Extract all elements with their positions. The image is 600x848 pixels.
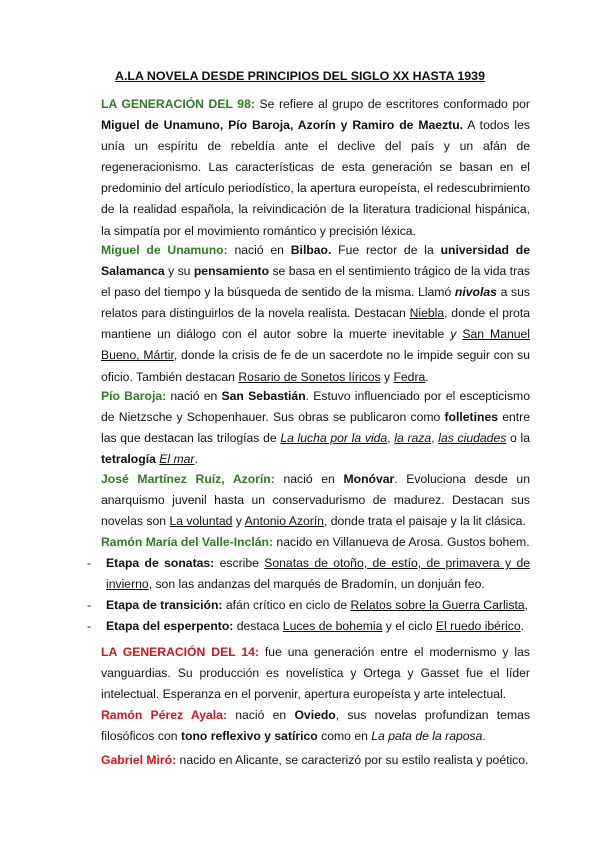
conjunction: y: [450, 327, 457, 342]
author-name-miro: Gabriel Miró:: [101, 753, 177, 767]
text: y su: [164, 264, 194, 279]
text: o la: [506, 431, 530, 446]
text: , donde el prota mantiene un diálogo con el autor sobre la muerte inevitable: [101, 306, 530, 342]
text: Fue rector de la: [331, 243, 441, 257]
section-baroja: [101, 386, 530, 470]
work-title: La pata de la raposa: [371, 729, 483, 744]
text: destaca: [233, 619, 283, 633]
work-title: la raza: [394, 431, 432, 446]
tetralogia-term: tetralogía: [101, 452, 156, 467]
text: nacido en Villanueva de Arosa. Gustos bohem.: [273, 535, 530, 549]
city: Bilbao.: [290, 243, 332, 257]
etapa-label: Etapa de transición:: [106, 598, 223, 612]
text: a sus relatos para distinguirlos de la novela realista. Destacan: [101, 285, 530, 321]
section-azorin: [101, 469, 530, 532]
etapa-label: Etapa del esperpento:: [106, 619, 234, 633]
text: fue una generación entre el modernismo y las vanguardias. Su producción es novelística y Ortega y Gasset fue el líder intelectual. Esperanza en el porvenir, apertura europeísta y arte intelectual.: [101, 645, 530, 702]
text: ,: [431, 431, 439, 446]
text: . Estuvo influenciado por el escepticismo de Nietzsche y Schopenhauer. Sus obras se publicaron como: [101, 389, 530, 425]
text: ,: [387, 431, 395, 446]
text: nacido en Alicante, se caracterizó por su estilo realista y poético.: [176, 753, 529, 767]
work-title: El mar: [159, 452, 195, 467]
text: y: [380, 369, 394, 384]
author-name-unamuno: Miguel de Unamuno:: [101, 243, 228, 257]
generacion-98-heading: LA GENERACIÓN DEL 98:: [101, 97, 255, 111]
text: se basa en el sentimiento trágico de la vida tras el paso del tiempo y la búsqueda de sentido de la misma. Llamó: [101, 264, 531, 300]
work-title: Rosario de Sonetos líricos: [238, 369, 381, 384]
generacion-14-heading: LA GENERACIÓN DEL 14:: [101, 645, 259, 659]
text: . Evoluciona desde un anarquismo juvenil hasta un conservadurismo de madurez. Destacan sus novelas son: [101, 472, 530, 529]
text: entre las que destacan las trilogías de: [101, 410, 530, 446]
work-title: Luces de bohemia: [282, 619, 383, 633]
work-title: Fedra: [393, 369, 426, 384]
text: ,: [524, 598, 529, 612]
etapa-label: Etapa de sonatas:: [106, 556, 215, 570]
section-generacion-98: [101, 94, 530, 242]
section-unamuno: [101, 240, 530, 388]
work-title: Niebla: [409, 306, 445, 321]
list-bullet: -: [87, 619, 92, 633]
work-title: Sonatas de otoño, de estío, de primavera y de invierno: [106, 556, 530, 592]
pensamiento: pensamiento: [193, 264, 270, 279]
text: , donde trata el paisaje y la lit clásica.: [323, 514, 526, 529]
author-name-baroja: Pío Baroja:: [101, 389, 167, 403]
section-valle-inclan: [101, 532, 530, 553]
author-name-valle-inclan: Ramón María del Valle-Inclán:: [101, 535, 274, 549]
list-bullet: -: [87, 598, 92, 612]
university: universidad de Salamanca: [101, 243, 530, 279]
author-name-azorin: José Martínez Ruíz, Azorín:: [101, 472, 275, 486]
text: .: [194, 452, 198, 467]
author-name-ayala: Ramón Pérez Ayala:: [101, 708, 227, 722]
text: Se refiere al grupo de escritores conformado por: [254, 97, 530, 111]
text: nació en: [227, 708, 295, 722]
page-title: A.LA NOVELA DESDE PRINCIPIOS DEL SIGLO XX HASTA 1939: [115, 69, 485, 83]
work-title: Antonio Azorín: [244, 514, 324, 529]
section-miro: [101, 750, 530, 771]
work-title: La lucha por la vida: [280, 431, 388, 446]
work-title: San Manuel Bueno, Mártir: [101, 327, 531, 363]
text: escribe: [214, 556, 265, 570]
text: .: [425, 369, 429, 384]
text: y: [232, 514, 245, 529]
section-ayala: [101, 705, 530, 747]
text: , donde la crisis de fe de un sacerdote no le impide seguir con su oficio. También destacan: [101, 348, 530, 384]
text: .: [520, 619, 524, 633]
text: , sus novelas profundizan temas filosóficos con: [101, 708, 530, 744]
city: San Sebastián: [221, 389, 306, 403]
authors-list: Miguel de Unamuno, Pío Baroja, Azorín y Ramiro de Maeztu.: [101, 118, 464, 133]
section-generacion-14: [101, 642, 530, 705]
city: Monóvar: [343, 472, 395, 486]
text: nació en: [166, 389, 222, 403]
text: como en: [317, 729, 372, 744]
work-title: El ruedo ibérico: [435, 619, 521, 633]
text: nació en: [227, 243, 291, 257]
text: y el ciclo: [382, 619, 436, 633]
text: .: [482, 729, 486, 744]
city: Oviedo: [294, 708, 336, 722]
nivolas-term: nivolas: [454, 285, 497, 300]
text: , son las andanzas del marqués de Bradomín, un donjuán feo.: [148, 577, 485, 592]
text: afán crítico en ciclo de: [222, 598, 351, 612]
text: A todos les unía un espíritu de rebeldía ante el declive del país y un afán de regeneracionismo. Las características de esta generación se basan en el predominio del artículo periodístico, la apertura europeísta, el redescubrimiento de la realidad española, la reivindicación de la literatura tradicional hispánica, la simpatía por el movimiento romántico y precisión léxica.: [101, 118, 530, 238]
text: nació en: [274, 472, 344, 486]
work-title: La voluntad: [169, 514, 233, 529]
folletines-term: folletines: [444, 410, 498, 425]
tono-term: tono reflexivo y satírico: [180, 729, 318, 744]
work-title: Relatos sobre la Guerra Carlista: [350, 598, 525, 612]
list-bullet: -: [87, 556, 92, 570]
work-title: las ciudades: [438, 431, 507, 446]
